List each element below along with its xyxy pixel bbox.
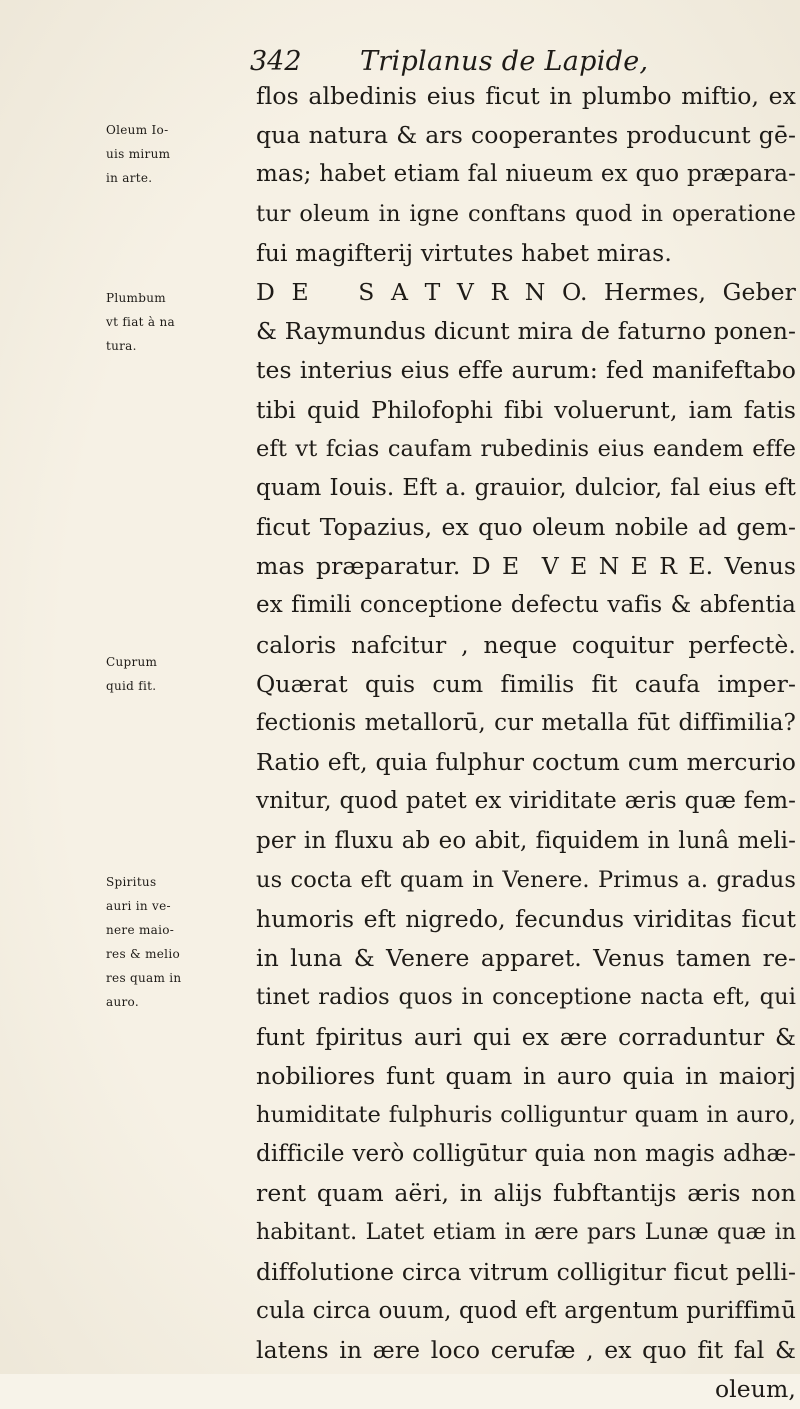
text-line: per in fluxu ab eo abit, fiquidem in lunâ meli- xyxy=(256,827,796,854)
marginal-note-oleum xyxy=(106,118,256,190)
page-number: 342 xyxy=(250,46,302,77)
text-line: habitant. Latet etiam in ære pars Lunæ quæ in xyxy=(256,1220,796,1246)
text-line: fui magifterij virtutes habet miras. xyxy=(256,238,672,267)
text-line: diffolutione circa vitrum colligitur ficut pelli- xyxy=(256,1257,796,1286)
text-line: latens in ære loco cerufæ , ex quo fit fal & xyxy=(256,1336,796,1364)
running-title: Triplanus de Lapide, xyxy=(360,46,649,77)
text-line: qua natura & ars cooperantes producunt gē- xyxy=(256,121,796,150)
text-line: tur oleum in igne conftans quod in operatione xyxy=(256,200,796,227)
marginal-note-plumbum xyxy=(106,286,256,358)
text-line: & Raymundus dicunt mira de faturno ponen- xyxy=(256,317,796,346)
marginal-note-line: auri in ve- xyxy=(106,899,171,913)
text-line: rent quam aëri, in alijs fubftantijs æris non xyxy=(256,1179,796,1208)
marginal-note-line: Oleum Io- xyxy=(106,123,169,137)
text-line: mas; habet etiam fal niueum ex quo præpara- xyxy=(256,161,796,188)
text-line: tes interius eius effe aurum: fed manifeftabo xyxy=(256,356,796,385)
text-line: mas præparatur. D E V E N E R E. Venus xyxy=(256,552,796,581)
text-line: us cocta eft quam in Venere. Primus a. gradus xyxy=(256,866,796,893)
marginal-note-line: Plumbum xyxy=(106,291,166,305)
text-line: difficile verò colligūtur quia non magis adhæ- xyxy=(256,1141,796,1168)
text-line: cula circa ouum, quod eft argentum puriffimū xyxy=(256,1297,796,1324)
text-line: tibi quid Philofophi fibi voluerunt, iam fatis xyxy=(256,395,796,424)
marginal-note-line: in arte. xyxy=(106,171,153,185)
marginal-note-line: res quam in xyxy=(106,971,182,985)
text-line: quam Iouis. Eft a. grauior, dulcior, fal eius eft xyxy=(256,474,796,501)
marginal-note-line: nere maio- xyxy=(106,923,175,937)
marginal-note-cuprum xyxy=(106,650,256,698)
text-line: vnitur, quod patet ex viriditate æris quæ fem- xyxy=(256,788,796,815)
marginal-note-line: tura. xyxy=(106,339,137,353)
marginal-note-line: Spiritus xyxy=(106,875,157,889)
text-line: nobiliores funt quam in auro quia in maiorj xyxy=(256,1061,796,1090)
body-text xyxy=(256,77,796,1409)
text-line: fectionis metallorū, cur metalla fūt diffimilia? xyxy=(256,710,796,736)
text-line: flos albedinis eius ficut in plumbo miftio, ex xyxy=(256,82,796,110)
text-line: caloris nafcitur , neque coquitur perfectè. xyxy=(256,630,796,659)
catchword: oleum, xyxy=(714,1375,796,1404)
text-line: Quærat quis cum fimilis fit caufa imper- xyxy=(256,669,796,698)
marginal-note-line: uis mirum xyxy=(106,147,171,161)
marginal-note-line: quid fit. xyxy=(106,679,157,693)
marginal-note-line: vt fiat à na xyxy=(106,315,175,329)
text-line: D E S A T V R N O. Hermes, Geber xyxy=(256,277,796,306)
marginal-note-line: Cuprum xyxy=(106,655,158,669)
text-line: Ratio eft, quia fulphur coctum cum mercurio xyxy=(256,748,796,777)
text-line: tinet radios quos in conceptione nacta eft, qui xyxy=(256,984,796,1011)
text-line: in luna & Venere apparet. Venus tamen re- xyxy=(256,944,796,973)
text-line: humoris eft nigredo, fecundus viriditas ficut xyxy=(256,904,796,933)
text-line: humiditate fulphuris colliguntur quam in auro, xyxy=(256,1101,796,1128)
text-line: ficut Topazius, ex quo oleum nobile ad gem- xyxy=(256,513,796,542)
text-line: funt fpiritus auri qui ex ære corraduntur & xyxy=(256,1022,796,1051)
text-line: eft vt fcias caufam rubedinis eius eandem effe xyxy=(256,435,796,462)
text-line: ex fimili conceptione defectu vafis & abfentia xyxy=(256,592,796,619)
marginal-note-line: auro. xyxy=(106,995,139,1009)
marginal-note-spiritus xyxy=(106,870,256,1014)
marginal-note-line: res & melio xyxy=(106,947,180,961)
